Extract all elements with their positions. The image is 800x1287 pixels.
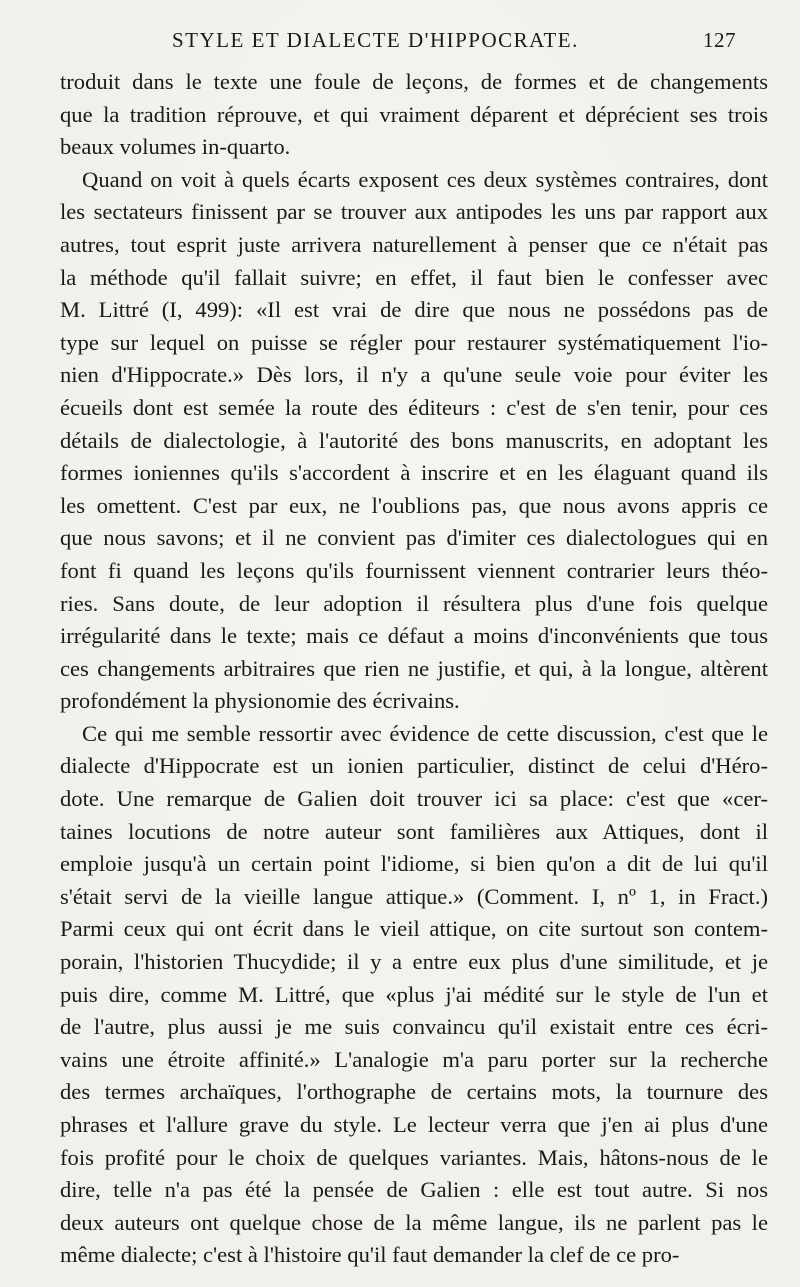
running-head: [60, 28, 740, 58]
text-line: les sectateurs finissent par se trouver aux antipodes les uns par rapport aux: [60, 199, 768, 225]
text-line: dire, telle n'a pas été la pensée de Galien : elle est tout autre. Si nos: [60, 1177, 768, 1203]
text-line: profondément la physionomie des écrivains.: [60, 688, 460, 714]
text-line: Parmi ceux qui ont écrit dans le vieil attique, on cite surtout son contem-: [60, 916, 768, 942]
text-line: les omettent. C'est par eux, ne l'oublions pas, que nous avons appris ce: [60, 492, 768, 518]
text-line: s'était servi de la vieille langue attique.» (Comment. I, nº 1, in Fract.): [60, 883, 768, 909]
paragraph: [60, 164, 768, 718]
text-line: Ce qui me semble ressortir avec évidence de cette discussion, c'est que le: [82, 720, 768, 746]
text-line: détails de dialectologie, à l'autorité des bons manuscrits, en adoptant les: [60, 427, 768, 453]
text-line: que la tradition réprouve, et qui vraiment déparent et déprécient ses trois: [60, 101, 768, 127]
text-line: fois profité pour le choix de quelques variantes. Mais, hâtons-nous de le: [60, 1144, 768, 1170]
text-line: ries. Sans doute, de leur adoption il résultera plus d'une fois quelque: [60, 590, 768, 616]
text-line: font fi quand les leçons qu'ils fournissent viennent contrarier leurs théo-: [60, 557, 768, 583]
text-line: nien d'Hippocrate.» Dès lors, il n'y a qu'une seule voie pour éviter les: [60, 362, 768, 388]
text-line: que nous savons; et il ne convient pas d'imiter ces dialectologues qui en: [60, 525, 768, 551]
text-line: M. Littré (I, 499): «Il est vrai de dire que nous ne possédons pas de: [60, 297, 768, 323]
text-line: puis dire, comme M. Littré, que «plus j'ai médité sur le style de l'un et: [60, 981, 768, 1007]
text-line: Quand on voit à quels écarts exposent ces deux systèmes contraires, dont: [82, 166, 768, 192]
text-line: troduit dans le texte une foule de leçons, de formes et de changements: [60, 69, 768, 94]
paragraph: [60, 718, 768, 1272]
text-line: même dialecte; c'est à l'histoire qu'il faut demander la clef de ce pro-: [60, 1242, 680, 1268]
text-line: dote. Une remarque de Galien doit trouver ici sa place: c'est que «cer-: [60, 786, 768, 812]
text-line: écueils dont est semée la route des éditeurs : c'est de s'en tenir, pour ces: [60, 394, 768, 420]
text-line: vains une étroite affinité.» L'analogie m'a paru porter sur la recherche: [60, 1046, 768, 1072]
running-head-title: STYLE ET DIALECTE D'HIPPOCRATE.: [172, 28, 579, 52]
text-line: beaux volumes in-quarto.: [60, 134, 291, 160]
paragraph: [60, 66, 768, 164]
text-line: irrégularité dans le texte; mais ce défaut a moins d'inconvénients que tous: [60, 623, 768, 649]
page-number: 127: [703, 28, 736, 52]
text-line: des termes archaïques, l'orthographe de certains mots, la tournure des: [60, 1079, 768, 1105]
text-line: formes ioniennes qu'ils s'accordent à inscrire et en les élaguant quand ils: [60, 460, 768, 486]
text-line: phrases et l'allure grave du style. Le lecteur verra que j'en ai plus d'une: [60, 1112, 768, 1137]
body-text: [60, 66, 768, 1272]
text-line: autres, tout esprit juste arrivera naturellement à penser que ce n'était pas: [60, 231, 768, 257]
text-line: porain, l'historien Thucydide; il y a entre eux plus d'une similitude, et je: [60, 949, 768, 975]
text-line: deux auteurs ont quelque chose de la même langue, ils ne parlent pas le: [60, 1209, 768, 1235]
text-line: dialecte d'Hippocrate est un ionien particulier, distinct de celui d'Héro-: [60, 753, 768, 779]
text-line: emploie jusqu'à un certain point l'idiome, si bien qu'on a dit de lui qu'il: [60, 851, 768, 877]
text-line: taines locutions de notre auteur sont familières aux Attiques, dont il: [60, 818, 768, 844]
text-line: type sur lequel on puisse se régler pour restaurer systématiquement l'io-: [60, 329, 768, 355]
text-line: la méthode qu'il fallait suivre; en effet, il faut bien le confesser avec: [60, 264, 768, 290]
text-line: ces changements arbitraires que rien ne justifie, et qui, à la longue, altèrent: [60, 655, 768, 681]
text-line: de l'autre, plus aussi je me suis convaincu qu'il existait entre ces écri-: [60, 1014, 768, 1040]
